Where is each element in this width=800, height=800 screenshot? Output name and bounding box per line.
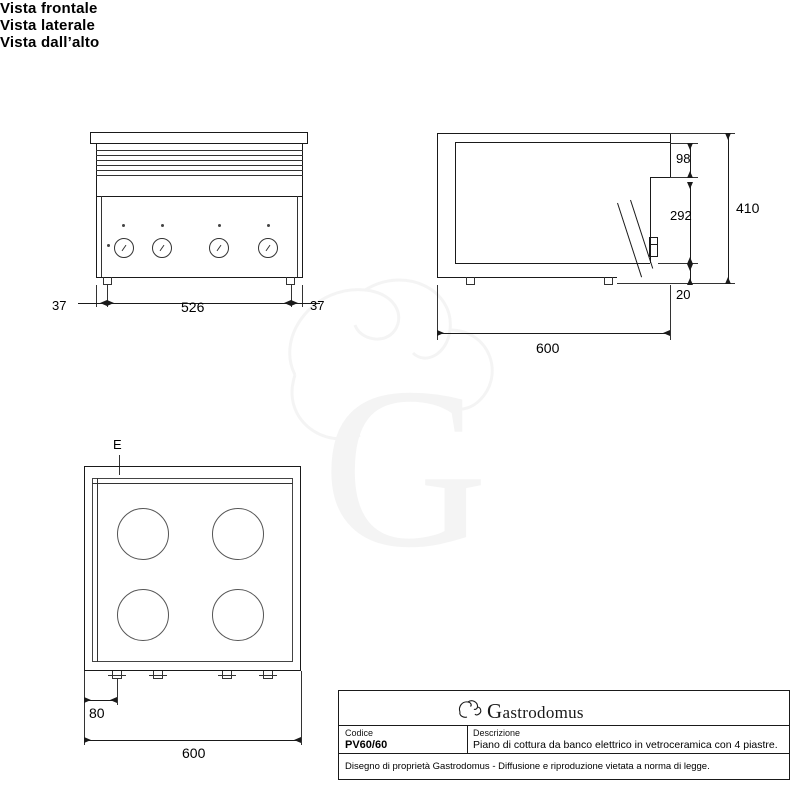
view-title-front: Vista frontale <box>0 0 98 17</box>
dim-top-600: 600 <box>182 745 206 761</box>
brand-rest: astrodomus <box>502 703 584 722</box>
title-block <box>338 690 790 780</box>
dim-front-37-right: 37 <box>310 298 325 313</box>
descrizione-value: Piano di cottura da banco elettrico in vetroceramica con 4 piastre. <box>473 739 778 751</box>
dim-top-80: 80 <box>89 705 105 721</box>
svg-text:G: G <box>321 340 489 595</box>
view-title-side: Vista laterale <box>0 17 96 34</box>
copyright-note: Disegno di proprietà Gastrodomus - Diffusione e riproduzione vietata a norma di legge. <box>345 761 710 772</box>
codice-value: PV60/60 <box>345 739 388 751</box>
brand-initial: G <box>487 699 503 723</box>
dim-side-410: 410 <box>736 200 760 216</box>
dim-side-20: 20 <box>676 287 691 302</box>
descrizione-label: Descrizione <box>473 728 521 738</box>
codice-label: Codice <box>345 728 374 738</box>
dim-front-37-left: 37 <box>52 298 67 313</box>
dim-front-526: 526 <box>181 299 205 315</box>
dim-side-292: 292 <box>670 208 692 223</box>
dim-side-98: 98 <box>676 151 691 166</box>
brand-mark-icon <box>457 698 483 720</box>
brand-name <box>487 699 584 724</box>
callout-e-label: E <box>113 437 122 452</box>
dim-side-600: 600 <box>536 340 560 356</box>
view-title-top: Vista dall’alto <box>0 34 100 51</box>
